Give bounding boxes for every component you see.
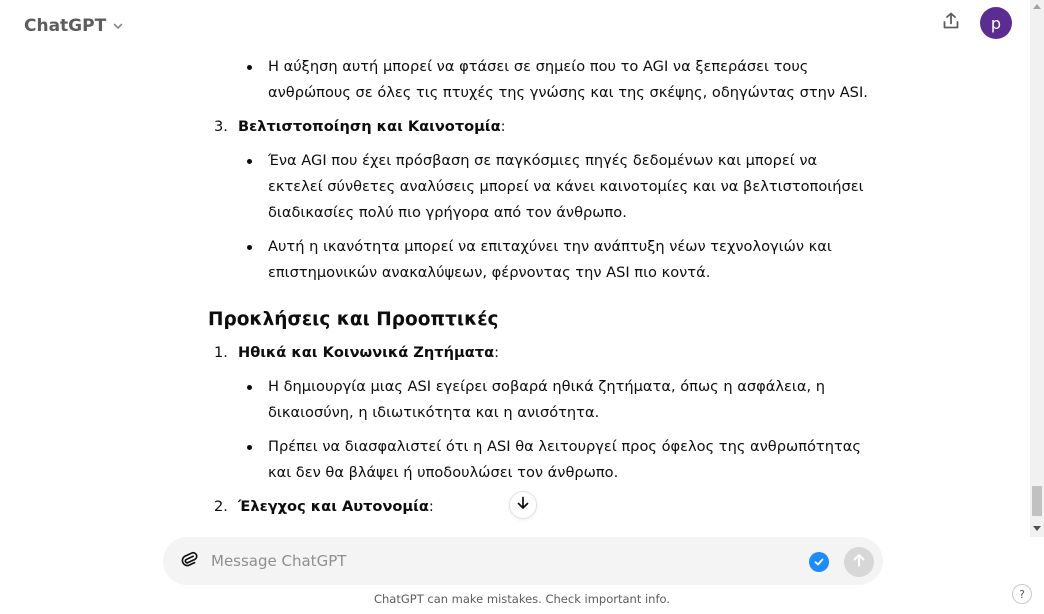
- item-number: 2.: [214, 498, 228, 515]
- avatar[interactable]: p: [980, 7, 1012, 39]
- list-bullet: [208, 374, 880, 426]
- list-bullet: [208, 434, 880, 486]
- help-button[interactable]: ?: [1012, 584, 1032, 604]
- assistant-message: [208, 28, 880, 520]
- item-title: Ηθικά και Κοινωνικά Ζητήματα: [238, 344, 495, 361]
- bullet-text: Ένα AGI που έχει πρόσβαση σε παγκόσμιες πηγές δεδομένων και μπορεί να εκτελεί σύνθετες αναλύσεις μπορεί να κάνει καινοτομίες και να βελτιστοποιήσει διαδικασίες πολύ πιο γρήγορα από τον άνθρωπο.: [268, 152, 864, 221]
- share-button[interactable]: [936, 8, 966, 38]
- paperclip-icon: [179, 549, 199, 573]
- scroll-to-bottom-button[interactable]: [509, 491, 537, 519]
- scrollbar-thumb[interactable]: [1032, 486, 1042, 516]
- disclaimer-text: ChatGPT can make mistakes. Check important info.: [373, 592, 671, 606]
- model-selector[interactable]: [16, 10, 132, 42]
- check-circle-icon[interactable]: [809, 552, 829, 572]
- item-number: 3.: [214, 118, 228, 135]
- arrow-down-icon: [515, 495, 531, 515]
- list-bullet: [208, 148, 880, 226]
- scroll-down-arrow[interactable]: [1033, 526, 1041, 531]
- numbered-item: 3. Βελτιστοποίηση και Καινοτομία:: [208, 114, 880, 140]
- item-title: Βελτιστοποίηση και Καινοτομία: [238, 118, 501, 135]
- numbered-item: 1. Ηθικά και Κοινωνικά Ζητήματα:: [208, 340, 880, 366]
- chevron-down-icon: [112, 17, 124, 36]
- item-title: Έλεγχος και Αυτονομία: [238, 498, 429, 515]
- share-icon: [941, 11, 961, 35]
- bullet-text: Αυτή η ικανότητα μπορεί να επιταχύνει την ανάπτυξη νέων τεχνολογιών και επιστημονικών ανακαλύψεων, φέρνοντας την ASI πιο κοντά.: [268, 238, 832, 281]
- bullet-text: Πρέπει να διασφαλιστεί ότι η ASI θα λειτουργεί προς όφελος της ανθρωπότητας και δεν θα βλάψει ή υποδουλώσει τον άνθρωπο.: [268, 438, 861, 481]
- scroll-up-arrow[interactable]: [1033, 4, 1041, 9]
- attach-button[interactable]: [177, 549, 201, 573]
- numbered-item: 2. Έλεγχος και Αυτονομία:: [208, 494, 880, 520]
- message-input[interactable]: [211, 549, 791, 573]
- bullet-text: Η δημιουργία μιας ASI εγείρει σοβαρά ηθικά ζητήματα, όπως η ασφάλεια, η δικαιοσύνη, η ιδιωτικότητα και η ανισότητα.: [268, 378, 825, 421]
- list-bullet: [208, 234, 880, 286]
- bullet-text: Η αύξηση αυτή μπορεί να φτάσει σε σημείο που το AGI να ξεπεράσει τους ανθρώπους σε όλες τις πτυχές της γνώσης και της σκέψης, οδηγώντας στην ASI.: [268, 58, 868, 101]
- send-button[interactable]: [844, 547, 874, 577]
- model-name: ChatGPT: [24, 16, 107, 36]
- item-number: 1.: [214, 344, 228, 361]
- list-bullet: [208, 54, 880, 106]
- top-bar: [0, 0, 1030, 50]
- section-heading: Προκλήσεις και Προοπτικές: [208, 309, 499, 330]
- arrow-up-icon: [851, 552, 867, 572]
- message-composer: [163, 537, 883, 585]
- scrollbar[interactable]: [1030, 0, 1044, 537]
